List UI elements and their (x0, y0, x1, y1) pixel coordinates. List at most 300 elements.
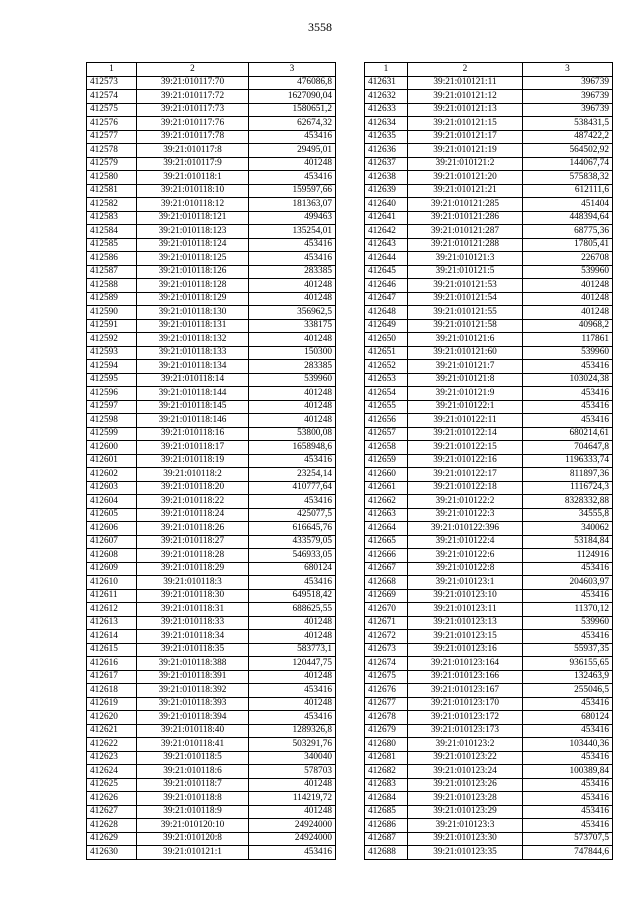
cadastral-number-cell: 39:21:010118:124 (137, 238, 249, 252)
table-row (87, 265, 336, 279)
value-cell: 226708 (523, 252, 613, 266)
row-number-cell: 412610 (87, 576, 137, 590)
value-cell: 499463 (249, 211, 336, 225)
cadastral-number-cell: 39:21:010121:13 (408, 103, 523, 117)
row-number-cell: 412661 (365, 481, 408, 495)
row-number-cell: 412611 (87, 589, 137, 603)
table-row (87, 117, 336, 131)
row-number-cell: 412620 (87, 711, 137, 725)
cadastral-number-cell: 39:21:010118:391 (137, 670, 249, 684)
table-row (87, 211, 336, 225)
row-number-cell: 412589 (87, 292, 137, 306)
table-row (365, 319, 613, 333)
row-number-cell: 412669 (365, 589, 408, 603)
table-row (365, 697, 613, 711)
value-cell: 538431,5 (523, 117, 613, 131)
value-cell: 936155,65 (523, 657, 613, 671)
value-cell: 68775,36 (523, 225, 613, 239)
value-cell: 401248 (249, 279, 336, 293)
value-cell: 8328332,88 (523, 495, 613, 509)
cadastral-number-cell: 39:21:010123:35 (408, 846, 523, 860)
value-cell: 53184,84 (523, 535, 613, 549)
table-row (87, 738, 336, 752)
row-number-cell: 412613 (87, 616, 137, 630)
row-number-cell: 412617 (87, 670, 137, 684)
value-cell: 680214,61 (523, 427, 613, 441)
value-cell: 103440,36 (523, 738, 613, 752)
cadastral-number-cell: 39:21:010118:3 (137, 576, 249, 590)
table-row (87, 414, 336, 428)
cadastral-number-cell: 39:21:010123:16 (408, 643, 523, 657)
row-number-cell: 412598 (87, 414, 137, 428)
value-cell: 144067,74 (523, 157, 613, 171)
table-row (365, 670, 613, 684)
table-row (365, 90, 613, 104)
cadastral-number-cell: 39:21:010121:55 (408, 306, 523, 320)
value-cell: 340062 (523, 522, 613, 536)
value-cell: 453416 (523, 792, 613, 806)
row-number-cell: 412605 (87, 508, 137, 522)
table-row (87, 468, 336, 482)
cadastral-number-cell: 39:21:010118:125 (137, 252, 249, 266)
table-row (87, 198, 336, 212)
row-number-cell: 412579 (87, 157, 137, 171)
table-row (365, 481, 613, 495)
value-cell: 811897,36 (523, 468, 613, 482)
table-row (365, 522, 613, 536)
cadastral-number-cell: 39:21:010118:31 (137, 603, 249, 617)
row-number-cell: 412634 (365, 117, 408, 131)
value-cell: 453416 (523, 697, 613, 711)
row-number-cell: 412618 (87, 684, 137, 698)
value-cell: 103024,38 (523, 373, 613, 387)
row-number-cell: 412685 (365, 805, 408, 819)
value-cell: 453416 (523, 630, 613, 644)
cadastral-number-cell: 39:21:010121:2 (408, 157, 523, 171)
value-cell: 564502,92 (523, 144, 613, 158)
row-number-cell: 412667 (365, 562, 408, 576)
row-number-cell: 412680 (365, 738, 408, 752)
value-cell: 204603,97 (523, 576, 613, 590)
row-number-cell: 412672 (365, 630, 408, 644)
value-cell: 117861 (523, 333, 613, 347)
value-cell: 401248 (523, 292, 613, 306)
row-number-cell: 412629 (87, 832, 137, 846)
registry-table-left (86, 62, 336, 860)
cadastral-number-cell: 39:21:010118:17 (137, 441, 249, 455)
cadastral-number-cell: 39:21:010118:144 (137, 387, 249, 401)
table-row (87, 643, 336, 657)
row-number-cell: 412603 (87, 481, 137, 495)
table-row (365, 346, 613, 360)
cadastral-number-cell: 39:21:010122:11 (408, 414, 523, 428)
table-row (87, 130, 336, 144)
value-cell: 453416 (523, 387, 613, 401)
table-row (365, 144, 613, 158)
cadastral-number-cell: 39:21:010121:6 (408, 333, 523, 347)
value-cell: 401248 (249, 805, 336, 819)
table-row (365, 252, 613, 266)
cadastral-number-cell: 39:21:010122:2 (408, 495, 523, 509)
cadastral-number-cell: 39:21:010118:7 (137, 778, 249, 792)
value-cell: 573707,5 (523, 832, 613, 846)
value-cell: 476086,8 (249, 76, 336, 90)
table-row (87, 711, 336, 725)
table-row (365, 414, 613, 428)
table-row (87, 171, 336, 185)
value-cell: 453416 (523, 724, 613, 738)
cadastral-number-cell: 39:21:010118:12 (137, 198, 249, 212)
row-number-cell: 412616 (87, 657, 137, 671)
column-header: 1 (365, 63, 408, 77)
value-cell: 1658948,6 (249, 441, 336, 455)
table-row (87, 333, 336, 347)
cadastral-number-cell: 39:21:010122:14 (408, 427, 523, 441)
cadastral-number-cell: 39:21:010118:131 (137, 319, 249, 333)
row-number-cell: 412647 (365, 292, 408, 306)
row-number-cell: 412608 (87, 549, 137, 563)
table-row (87, 225, 336, 239)
row-number-cell: 412590 (87, 306, 137, 320)
row-number-cell: 412663 (365, 508, 408, 522)
value-cell: 503291,76 (249, 738, 336, 752)
row-number-cell: 412594 (87, 360, 137, 374)
row-number-cell: 412615 (87, 643, 137, 657)
cadastral-number-cell: 39:21:010118:388 (137, 657, 249, 671)
row-number-cell: 412587 (87, 265, 137, 279)
value-cell: 24924000 (249, 832, 336, 846)
cadastral-number-cell: 39:21:010117:70 (137, 76, 249, 90)
row-number-cell: 412664 (365, 522, 408, 536)
table-row (87, 427, 336, 441)
cadastral-number-cell: 39:21:010122:8 (408, 562, 523, 576)
table-row (87, 589, 336, 603)
value-cell: 1627090,04 (249, 90, 336, 104)
cadastral-number-cell: 39:21:010121:21 (408, 184, 523, 198)
row-number-cell: 412659 (365, 454, 408, 468)
cadastral-number-cell: 39:21:010118:394 (137, 711, 249, 725)
cadastral-number-cell: 39:21:010118:145 (137, 400, 249, 414)
table-row (87, 670, 336, 684)
cadastral-number-cell: 39:21:010118:128 (137, 279, 249, 293)
row-number-cell: 412642 (365, 225, 408, 239)
cadastral-number-cell: 39:21:010118:129 (137, 292, 249, 306)
row-number-cell: 412676 (365, 684, 408, 698)
row-number-cell: 412595 (87, 373, 137, 387)
value-cell: 1580651,2 (249, 103, 336, 117)
cadastral-number-cell: 39:21:010122:3 (408, 508, 523, 522)
value-cell: 747844,6 (523, 846, 613, 860)
column-header: 2 (408, 63, 523, 77)
value-cell: 453416 (523, 400, 613, 414)
table-row (87, 630, 336, 644)
table-row (365, 805, 613, 819)
table-row (365, 373, 613, 387)
value-cell: 539960 (523, 616, 613, 630)
table-row (365, 589, 613, 603)
value-cell: 453416 (523, 414, 613, 428)
value-cell: 150300 (249, 346, 336, 360)
cadastral-number-cell: 39:21:010121:8 (408, 373, 523, 387)
cadastral-number-cell: 39:21:010121:288 (408, 238, 523, 252)
cadastral-number-cell: 39:21:010118:29 (137, 562, 249, 576)
value-cell: 401248 (249, 670, 336, 684)
value-cell: 401248 (249, 292, 336, 306)
value-cell: 401248 (249, 630, 336, 644)
table-row (87, 535, 336, 549)
value-cell: 453416 (523, 751, 613, 765)
table-row (365, 103, 613, 117)
table-row (87, 157, 336, 171)
row-number-cell: 412625 (87, 778, 137, 792)
row-number-cell: 412632 (365, 90, 408, 104)
cadastral-number-cell: 39:21:010123:3 (408, 819, 523, 833)
cadastral-number-cell: 39:21:010121:60 (408, 346, 523, 360)
table-row (365, 468, 613, 482)
row-number-cell: 412655 (365, 400, 408, 414)
cadastral-number-cell: 39:21:010122:4 (408, 535, 523, 549)
row-number-cell: 412623 (87, 751, 137, 765)
cadastral-number-cell: 39:21:010118:26 (137, 522, 249, 536)
cadastral-number-cell: 39:21:010123:22 (408, 751, 523, 765)
table-row (365, 495, 613, 509)
table-row (365, 157, 613, 171)
table-row (365, 130, 613, 144)
cadastral-number-cell: 39:21:010117:78 (137, 130, 249, 144)
value-cell: 53800,08 (249, 427, 336, 441)
cadastral-number-cell: 39:21:010118:5 (137, 751, 249, 765)
table-header-row (365, 63, 613, 77)
row-number-cell: 412684 (365, 792, 408, 806)
value-cell: 1196333,74 (523, 454, 613, 468)
row-number-cell: 412654 (365, 387, 408, 401)
row-number-cell: 412648 (365, 306, 408, 320)
table-row (365, 400, 613, 414)
value-cell: 688625,55 (249, 603, 336, 617)
cadastral-number-cell: 39:21:010121:9 (408, 387, 523, 401)
cadastral-number-cell: 39:21:010118:34 (137, 630, 249, 644)
value-cell: 583773,1 (249, 643, 336, 657)
row-number-cell: 412635 (365, 130, 408, 144)
value-cell: 453416 (249, 495, 336, 509)
value-cell: 453416 (523, 360, 613, 374)
row-number-cell: 412662 (365, 495, 408, 509)
value-cell: 487422,2 (523, 130, 613, 144)
value-cell: 34555,8 (523, 508, 613, 522)
value-cell: 453416 (523, 589, 613, 603)
value-cell: 401248 (523, 306, 613, 320)
row-number-cell: 412673 (365, 643, 408, 657)
table-row (365, 184, 613, 198)
row-number-cell: 412640 (365, 198, 408, 212)
row-number-cell: 412678 (365, 711, 408, 725)
value-cell: 23254,14 (249, 468, 336, 482)
row-number-cell: 412633 (365, 103, 408, 117)
table-row (365, 562, 613, 576)
table-row (365, 711, 613, 725)
table-row (87, 238, 336, 252)
row-number-cell: 412644 (365, 252, 408, 266)
table-row (365, 535, 613, 549)
table-row (87, 144, 336, 158)
table-row (87, 819, 336, 833)
cadastral-number-cell: 39:21:010123:173 (408, 724, 523, 738)
table-row (365, 454, 613, 468)
table-row (87, 454, 336, 468)
row-number-cell: 412688 (365, 846, 408, 860)
row-number-cell: 412582 (87, 198, 137, 212)
cadastral-number-cell: 39:21:010122:18 (408, 481, 523, 495)
cadastral-number-cell: 39:21:010121:287 (408, 225, 523, 239)
row-number-cell: 412619 (87, 697, 137, 711)
cadastral-number-cell: 39:21:010118:132 (137, 333, 249, 347)
cadastral-number-cell: 39:21:010118:10 (137, 184, 249, 198)
row-number-cell: 412575 (87, 103, 137, 117)
value-cell: 453416 (249, 711, 336, 725)
table-row (365, 441, 613, 455)
row-number-cell: 412639 (365, 184, 408, 198)
row-number-cell: 412653 (365, 373, 408, 387)
row-number-cell: 412600 (87, 441, 137, 455)
row-number-cell: 412657 (365, 427, 408, 441)
table-row (365, 846, 613, 860)
table-row (365, 292, 613, 306)
table-row (365, 751, 613, 765)
row-number-cell: 412614 (87, 630, 137, 644)
table-row (87, 495, 336, 509)
cadastral-number-cell: 39:21:010118:130 (137, 306, 249, 320)
value-cell: 425077,5 (249, 508, 336, 522)
row-number-cell: 412601 (87, 454, 137, 468)
cadastral-number-cell: 39:21:010118:35 (137, 643, 249, 657)
table-row (365, 765, 613, 779)
table-row (87, 616, 336, 630)
value-cell: 453416 (523, 562, 613, 576)
column-header: 3 (249, 63, 336, 77)
row-number-cell: 412588 (87, 279, 137, 293)
value-cell: 539960 (249, 373, 336, 387)
table-row (365, 198, 613, 212)
table-row (87, 319, 336, 333)
row-number-cell: 412660 (365, 468, 408, 482)
row-number-cell: 412666 (365, 549, 408, 563)
value-cell: 453416 (249, 454, 336, 468)
value-cell: 451404 (523, 198, 613, 212)
table-row (87, 346, 336, 360)
row-number-cell: 412643 (365, 238, 408, 252)
row-number-cell: 412637 (365, 157, 408, 171)
cadastral-number-cell: 39:21:010118:8 (137, 792, 249, 806)
value-cell: 340040 (249, 751, 336, 765)
table-row (87, 292, 336, 306)
cadastral-number-cell: 39:21:010118:2 (137, 468, 249, 482)
cadastral-number-cell: 39:21:010123:30 (408, 832, 523, 846)
table-row (365, 738, 613, 752)
row-number-cell: 412576 (87, 117, 137, 131)
row-number-cell: 412604 (87, 495, 137, 509)
value-cell: 433579,05 (249, 535, 336, 549)
value-cell: 17805,41 (523, 238, 613, 252)
cadastral-number-cell: 39:21:010118:9 (137, 805, 249, 819)
cadastral-number-cell: 39:21:010118:126 (137, 265, 249, 279)
value-cell: 356962,5 (249, 306, 336, 320)
cadastral-number-cell: 39:21:010121:58 (408, 319, 523, 333)
table-row (87, 306, 336, 320)
cadastral-number-cell: 39:21:010122:1 (408, 400, 523, 414)
cadastral-number-cell: 39:21:010122:396 (408, 522, 523, 536)
value-cell: 401248 (249, 697, 336, 711)
row-number-cell: 412627 (87, 805, 137, 819)
row-number-cell: 412607 (87, 535, 137, 549)
table-row (87, 724, 336, 738)
row-number-cell: 412586 (87, 252, 137, 266)
cadastral-number-cell: 39:21:010118:6 (137, 765, 249, 779)
cadastral-number-cell: 39:21:010117:8 (137, 144, 249, 158)
table-row (365, 238, 613, 252)
cadastral-number-cell: 39:21:010121:5 (408, 265, 523, 279)
row-number-cell: 412670 (365, 603, 408, 617)
row-number-cell: 412675 (365, 670, 408, 684)
value-cell: 680124 (523, 711, 613, 725)
cadastral-number-cell: 39:21:010121:286 (408, 211, 523, 225)
cadastral-number-cell: 39:21:010123:24 (408, 765, 523, 779)
cadastral-number-cell: 39:21:010123:172 (408, 711, 523, 725)
row-number-cell: 412573 (87, 76, 137, 90)
row-number-cell: 412581 (87, 184, 137, 198)
table-row (87, 805, 336, 819)
cadastral-number-cell: 39:21:010122:16 (408, 454, 523, 468)
value-cell: 453416 (249, 130, 336, 144)
table-row (365, 427, 613, 441)
column-header: 3 (523, 63, 613, 77)
row-number-cell: 412624 (87, 765, 137, 779)
cadastral-number-cell: 39:21:010117:73 (137, 103, 249, 117)
page-number: 3558 (308, 20, 332, 34)
row-number-cell: 412580 (87, 171, 137, 185)
value-cell: 40968,2 (523, 319, 613, 333)
registry-table-right (364, 62, 613, 860)
cadastral-number-cell: 39:21:010118:40 (137, 724, 249, 738)
row-number-cell: 412628 (87, 819, 137, 833)
row-number-cell: 412592 (87, 333, 137, 347)
value-cell: 1289326,8 (249, 724, 336, 738)
row-number-cell: 412606 (87, 522, 137, 536)
cadastral-number-cell: 39:21:010123:26 (408, 778, 523, 792)
cadastral-number-cell: 39:21:010123:2 (408, 738, 523, 752)
row-number-cell: 412609 (87, 562, 137, 576)
table-row (87, 103, 336, 117)
row-number-cell: 412621 (87, 724, 137, 738)
cadastral-number-cell: 39:21:010118:121 (137, 211, 249, 225)
cadastral-number-cell: 39:21:010121:12 (408, 90, 523, 104)
value-cell: 453416 (523, 778, 613, 792)
value-cell: 453416 (249, 238, 336, 252)
table-row (365, 333, 613, 347)
value-cell: 283385 (249, 265, 336, 279)
row-number-cell: 412683 (365, 778, 408, 792)
table-body-right (365, 63, 613, 860)
row-number-cell: 412645 (365, 265, 408, 279)
cadastral-number-cell: 39:21:010123:164 (408, 657, 523, 671)
cadastral-number-cell: 39:21:010121:1 (137, 846, 249, 860)
value-cell: 453416 (249, 576, 336, 590)
value-cell: 11370,12 (523, 603, 613, 617)
cadastral-number-cell: 39:21:010123:11 (408, 603, 523, 617)
table-row (365, 724, 613, 738)
table-row (87, 387, 336, 401)
value-cell: 401248 (249, 333, 336, 347)
cadastral-number-cell: 39:21:010118:14 (137, 373, 249, 387)
